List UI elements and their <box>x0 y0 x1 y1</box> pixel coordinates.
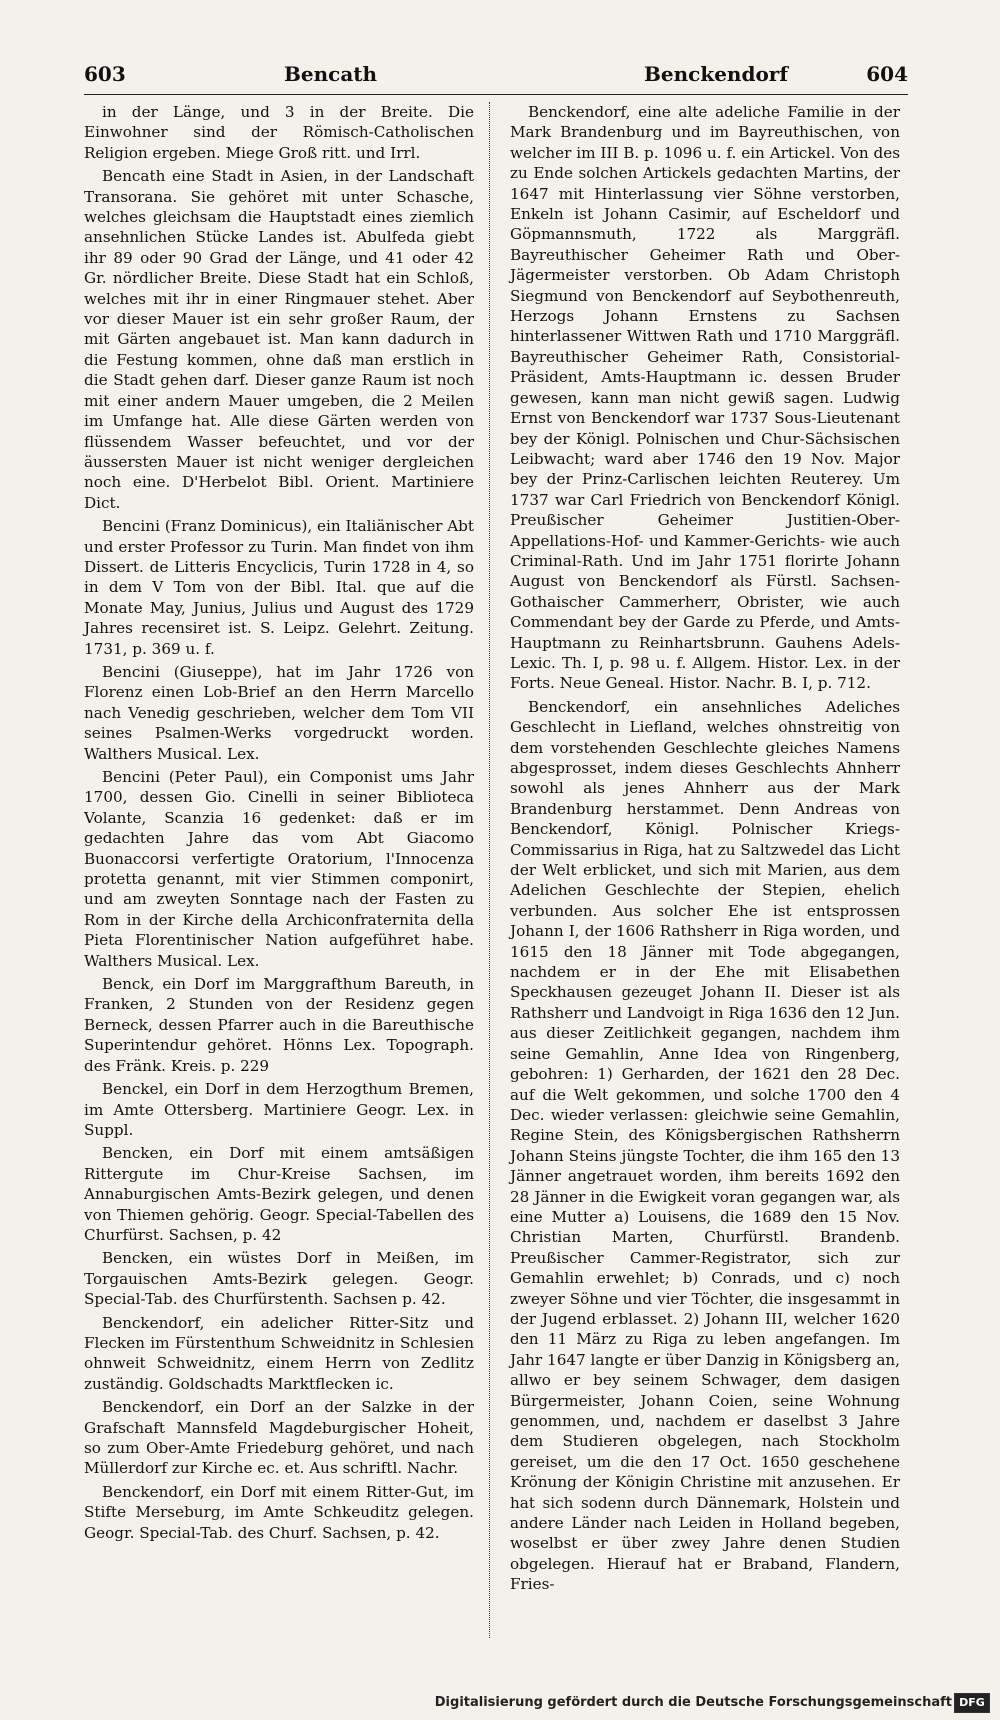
entry-paragraph: Bencath eine Stadt in Asien, in der Landschaft Transorana. Sie gehöret mit unter Schasche, welches gleichsam die Hauptstadt eines ziemlich ansehnlichen Stücke Landes ist. Abulfeda giebt ihr 89 oder 90 Grad der Länge, und 41 oder 42 Gr. nördlicher Breite. Diese Stadt hat ein Schloß, welches mit ihr in einer Ringmauer stehet. Aber vor dieser Mauer ist ein sehr großer Raum, der mit Gärten angebauet ist. Man kann dadurch in die Festung kommen, ohne daß man erstlich in die Stadt gehen darf. Dieser ganze Raum ist noch mit einer andern Mauer umgeben, die 2 Meilen im Umfange hat. Alle diese Gärten werden von flüssendem Wasser befeuchtet, und vor der äussersten Mauer ist nicht weniger dergleichen noch eine. D'Herbelot Bibl. Orient. Martiniere Dict. <box>84 167 474 512</box>
running-header <box>84 58 908 95</box>
entry-paragraph: Benckendorf, ein adelicher Ritter-Sitz und Flecken im Fürstenthum Schweidnitz in Schlesien ohnweit Schweidnitz, einem Herrn von Zedlitz zuständig. Goldschadts Marktflecken ic. <box>84 1313 474 1393</box>
text-columns <box>84 102 908 1638</box>
entry-paragraph: Bencini (Franz Dominicus), ein Italiänischer Abt und erster Professor zu Turin. Man findet von ihm Dissert. de Litteris Encyclicis, Turin 1728 in 4, so in dem V Tom von der Bibl. Ital. que auf die Monate May, Junius, Julius und August des 1729 Jahres recensiret ist. S. Leipz. Gelehrt. Zeitung. 1731, p. 369 u. f. <box>84 517 474 658</box>
entry-paragraph: Bencken, ein wüstes Dorf in Meißen, im Torgauischen Amts-Bezirk gelegen. Geogr. Special-Tab. des Churfürstenth. Sachsen p. 42. <box>84 1249 474 1309</box>
right-running-head: Benckendorf <box>644 62 788 86</box>
right-column <box>510 102 900 1598</box>
left-column <box>84 102 474 1546</box>
entry-paragraph: in der Länge, und 3 in der Breite. Die Einwohner sind der Römisch-Catholischen Religion ergeben. Miege Groß ritt. und Irrl. <box>84 103 474 162</box>
entry-paragraph: Benckendorf, ein ansehnliches Adeliches Geschlecht in Liefland, welches ohnstreitig von dem vorstehenden Geschlechte gleiches Namens abgesprosset, indem dieses Geschlechts Ahnherr sowohl als jenes Ahnherr aus der Mark Brandenburg herstammet. Denn Andreas von Benckendorf, Königl. Polnischer Kriegs-Commissarius in Riga, hat zu Saltzwedel das Licht der Welt erblicket, und sich mit Marien, aus dem Adelichen Geschlechte der Stepien, ehelich verbunden. Aus solcher Ehe ist entsprossen Johann I, der 1606 Rathsherr in Riga worden, und 1615 den 18 Jänner mit Tode abgegangen, nachdem er in der Ehe mit Elisabethen Speckhausen gezeuget Johann II. Dieser ist als Rathsherr und Landvoigt in Riga 1636 den 12 Jun. aus dieser Zeitlichkeit gegangen, nachdem ihm seine Gemahlin, Anne Idea von Ringenberg, gebohren: 1) Gerharden, der 1621 den 28 Dec. auf die Welt gekommen, und solche 1700 den 4 Dec. wieder verlassen: gleichwie seine Gemahlin, Regine Stein, des Königsbergischen Rathsherrn Johann Steins jüngste Tochter, die ihm 165 den 13 Jänner angetrauet worden, ihm bereits 1692 den 28 Jänner in die Ewigkeit voran gegangen war, als eine Mutter a) Louisens, die 1689 den 15 Nov. Christian Marten, Churfürstl. Brandenb. Preußischer Cammer-Registrator, sich zur Gemahlin erwehlet; b) Conrads, und c) noch zweyer Söhne und vier Töchter, die insgesammt in der Jugend erblasset. 2) Johann III, welcher 1620 den 11 März zu Riga zu leben angefangen. Im Jahr 1647 langte er über Danzig in Königsberg an, allwo er bey seinem Schwager, dem dasigen Bürgermeister, Johann Coien, seine Wohnung genommen, und, nachdem er daselbst 3 Jahre dem Studieren obgelegen, nach Stockholm gereiset, um die den 17 Oct. 1650 geschehene Krönung der Königin Christine mit anzusehen. Er hat sich sodenn durch Dännemark, Holstein und andere Länder nach Leiden in Holland begeben, woselbst er über zwey Jahre denen Studien obgelegen. Hierauf hat er Braband, Flandern, Fries- <box>510 697 900 1594</box>
column-divider <box>489 102 490 1638</box>
left-page-number: 603 <box>84 62 126 86</box>
entry-paragraph: Benckendorf, eine alte adeliche Familie in der Mark Brandenburg und im Bayreuthischen, von welcher im III B. p. 1096 u. f. ein Artickel. Von des zu Ende solchen Artickels gedachten Martins, der 1647 mit Hinterlassung vier Söhne verstorben, Enkeln ist Johann Casimir, auf Escheldorf und Göpmannsmuth, 1722 als Marggräfl. Bayreuthischer Geheimer Rath und Ober-Jägermeister verstorben. Ob Adam Christoph Siegmund von Benckendorf auf Seybothenreuth, Herzogs Johann Ernstens zu Sachsen hinterlassener Wittwen Rath und 1710 Marggräfl. Bayreuthischer Geheimer Rath, Consistorial-Präsident, Amts-Hauptmann ic. dessen Bruder gewesen, kann man nicht gewiß sagen. Ludwig Ernst von Benckendorf war 1737 Sous-Lieutenant bey der Königl. Polnischen und Chur-Sächsischen Leibwacht; ward aber 1746 den 19 Nov. Major bey der Prinz-Carlischen leichten Reuterey. Um 1737 war Carl Friedrich von Benckendorf Königl. Preußischer Geheimer Justitien-Ober-Appellations-Hof- und Kammer-Gerichts- wie auch Criminal-Rath. Und im Jahr 1751 florirte Johann August von Benckendorf als Fürstl. Sachsen-Gothaischer Cammerherr, Obrister, wie auch Commendant bey der Garde zu Pferde, und Amts-Hauptmann zu Reinhartsbrunn. Gauhens Adels-Lexic. Th. I, p. 98 u. f. Allgem. Histor. Lex. in der Forts. Neue Geneal. Histor. Nachr. B. I, p. 712. <box>510 103 900 693</box>
dfg-logo: DFG <box>954 1693 990 1713</box>
entry-paragraph: Benck, ein Dorf im Marggrafthum Bareuth, in Franken, 2 Stunden von der Residenz gegen Berneck, dessen Pfarrer auch in die Bareuthische Superintendur gehöret. Hönns Lex. Topograph. des Fränk. Kreis. p. 229 <box>84 975 474 1075</box>
entry-paragraph: Benckendorf, ein Dorf an der Salzke in der Grafschaft Mannsfeld Magdeburgischer Hoheit, so zum Ober-Amte Friedeburg gehöret, und nach Müllerdorf zur Kirche ec. et. Aus schriftl. Nachr. <box>84 1398 474 1478</box>
digitization-footer <box>0 1660 1000 1720</box>
right-page-number: 604 <box>866 62 908 86</box>
entry-paragraph: Benckendorf, ein Dorf mit einem Ritter-Gut, im Stifte Merseburg, im Amte Schkeuditz gelegen. Geogr. Special-Tab. des Churf. Sachsen, p. 42. <box>84 1482 474 1542</box>
book-page <box>84 58 908 1638</box>
entry-paragraph: Bencini (Peter Paul), ein Componist ums Jahr 1700, dessen Gio. Cinelli in seiner Biblioteca Volante, Scanzia 16 gedenket: daß er im gedachten Jahre das vom Abt Giacomo Buonaccorsi verfertigte Oratorium, l'Innocenza protetta genannt, mit vier Stimmen componirt, und am zweyten Sonntage nach der Fasten zu Rom in der Kirche della Archiconfraternita della Pieta Florentinischer Nation aufgeführet habe. Walthers Musical. Lex. <box>84 768 474 970</box>
funding-credit: Digitalisierung gefördert durch die Deutsche Forschungsgemeinschaft <box>434 1695 952 1710</box>
left-running-head: Bencath <box>284 62 378 86</box>
entry-paragraph: Benckel, ein Dorf in dem Herzogthum Bremen, im Amte Ottersberg. Martiniere Geogr. Lex. in Suppl. <box>84 1080 474 1139</box>
entry-paragraph: Bencken, ein Dorf mit einem amtsäßigen Rittergute im Chur-Kreise Sachsen, im Annaburgischen Amts-Bezirk gelegen, und denen von Thiemen gehörig. Geogr. Special-Tabellen des Churfürst. Sachsen, p. 42 <box>84 1144 474 1244</box>
entry-paragraph: Bencini (Giuseppe), hat im Jahr 1726 von Florenz einen Lob-Brief an den Herrn Marcello nach Venedig geschrieben, welcher dem Tom VII seines Psalmen-Werks vorgedruckt worden. Walthers Musical. Lex. <box>84 662 474 763</box>
